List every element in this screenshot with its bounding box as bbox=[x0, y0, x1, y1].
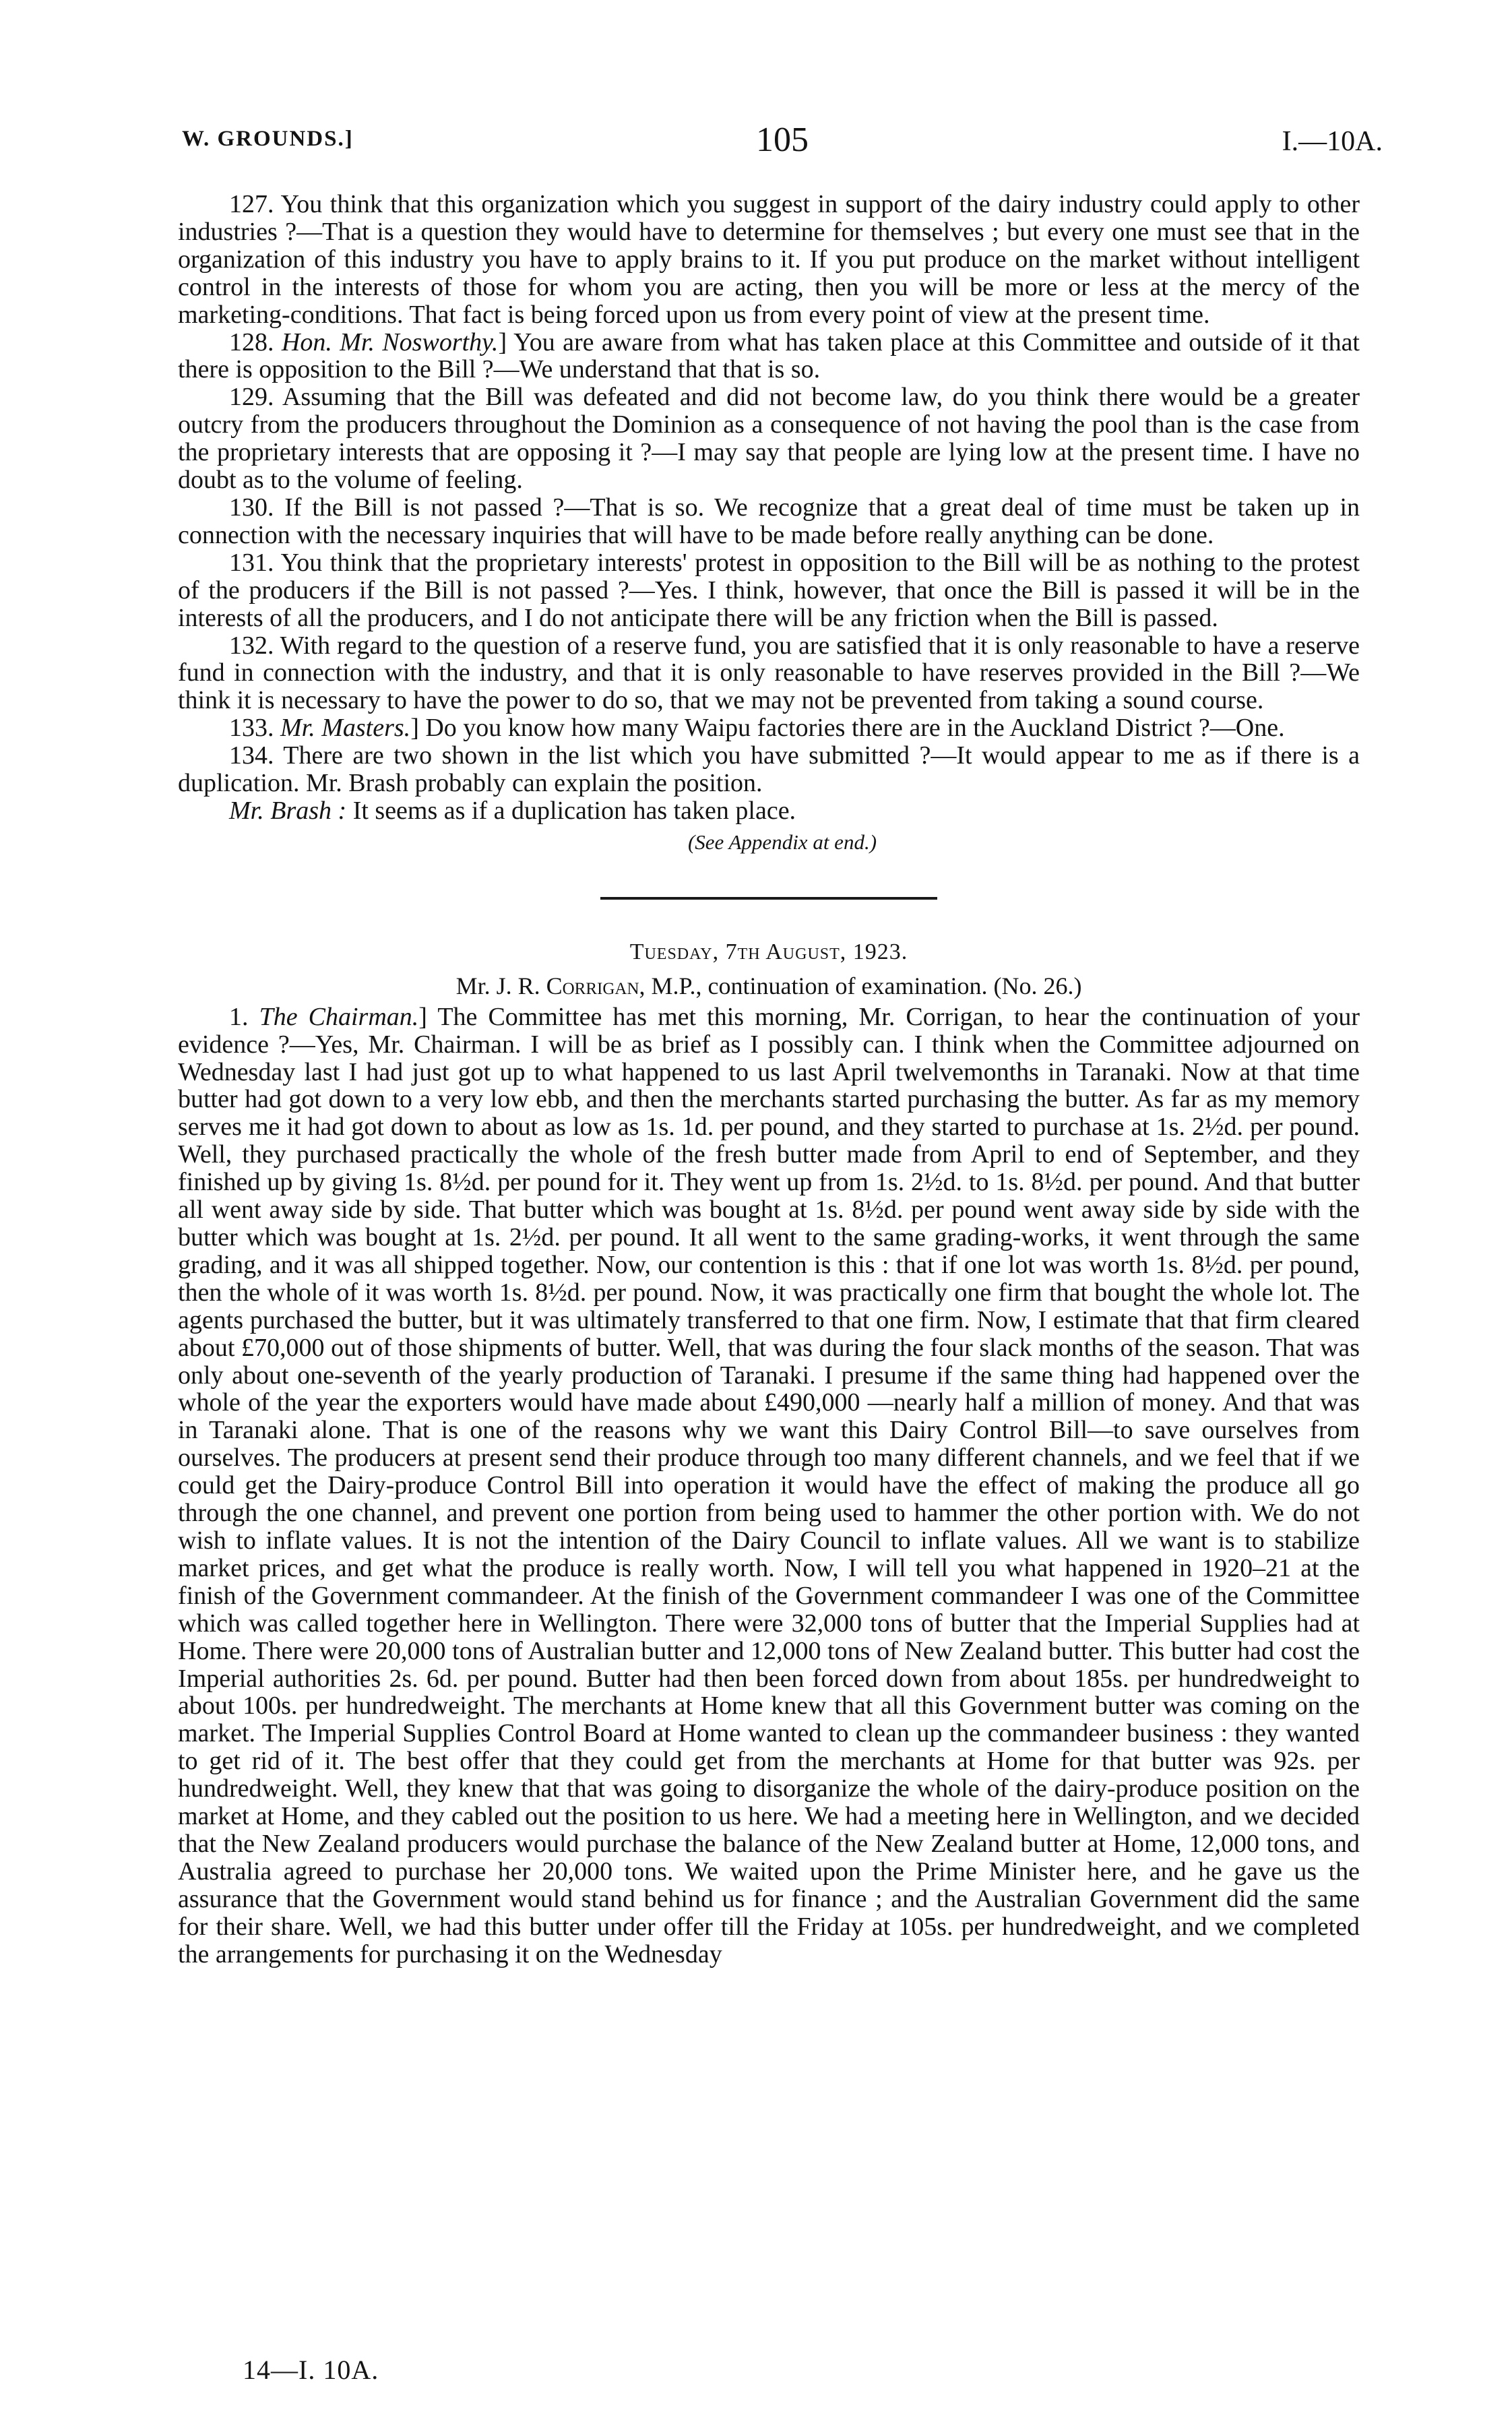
witness-prefix: Mr. J. R. bbox=[455, 972, 546, 999]
question-1-corrigan bbox=[178, 1003, 1360, 1968]
question-129: 129. Assuming that the Bill was defeated and did not become law, do you think there would be a greater outcry from the producers throughout the Dominion as a consequence of not having the pool than is the case from the proprietary interests that are opposing it ?—I may say that people are lying low at the present time. I have no doubt as to the volume of feeling. bbox=[178, 383, 1360, 495]
question-132: 132. With regard to the question of a reserve fund, you are satisfied that it is only reasonable to have a reserve fund in connection with the industry, and that it is only reasonable to have reserves provided in the Bill ?—We think it is necessary to have the power to do so, that we may not be prevented from taking a sound course. bbox=[178, 631, 1360, 715]
question-number: 128. bbox=[229, 328, 282, 356]
question-131: 131. You think that the proprietary interests' protest in opposition to the Bill will be as nothing to the protest of the producers if the Bill is not passed ?—Yes. I think, however, that once the Bill is passed it will be in the interests of all the producers, and I do not anticipate there will be any friction when the Bill is passed. bbox=[178, 548, 1360, 632]
question-text: ] Do you know how many Waipu factories there are in the Auckland District ?—One. bbox=[410, 714, 1285, 743]
running-header bbox=[182, 120, 1383, 167]
question-text: ] You are aware from what has taken place at this Committee and outside of it that there is opposition to the Bill ?—We understand that that is so. bbox=[178, 328, 1360, 384]
question-text: ] The Committee has met this morning, Mr. Corrigan, to hear the continuation of your evidence ?—Yes, Mr. Chairman. I will be as brief as I possibly can. I think when the Committee adjourned on Wednesday last I had just got up to what happened to us last April twelvemonths in Taranaki. Now at that time butter had got down to a very low ebb, and then the merchants started purchasing the butter. As far as my memory serves me it had got down to about as low as 1s. 1d. per pound, and they started to purchase at 1s. 2½d. per pound. Well, they purchased practically the whole of the fresh butter made from April to end of September, and they finished up by giving 1s. 8½d. per pound for it. They went up from 1s. 2½d. to 1s. 8½d. per pound. And that butter all went away side by side. That butter which was bought at 1s. 8½d. per pound went away side by side with the butter which was bought at 1s. 2½d. per pound. It all went to the same grading-works, it went through the same grading, and it was all shipped together. Now, our contention is this : that if one lot was worth 1s. 8½d. per pound, then the whole of it was worth 1s. 8½d. per pound. Now, it was practically one firm that bought the whole lot. The agents purchased the butter, but it was ultimately transferred to that one firm. Now, I estimate that that firm cleared about £70,000 out of those shipments of butter. Well, that was during the four slack months of the season. That was only about one-seventh of the yearly production of Taranaki. I presume if the same thing had happened over the whole of the year the exporters would have made about £490,000 —nearly half a million of money. And that was in Taranaki alone. That is one of the reasons why we want this Dairy Control Bill—to save ourselves from ourselves. The producers at present send their produce through too many different channels, and we feel that if we could get the Dairy-produce Control Bill into operation it would have the effect of making the produce all go through the one channel, and prevent one portion from being used to hammer the other portion with. We do not wish to inflate values. It is not the intention of the Dairy Council to inflate values. All we want is to stabilize market prices, and get what the produce is really worth. Now, I will tell you what happened in 1920–21 at the finish of the Government commandeer. At the finish of the Government commandeer I was one of the Committee which was called together here in Wellington. There were 32,000 tons of butter that the Imperial Supplies had at Home. There were 20,000 tons of Australian butter and 12,000 tons of New Zealand butter. This butter had cost the Imperial authorities 2s. 6d. per pound. Butter had then been forced down from about 185s. per hundredweight to about 100s. per hundredweight. The merchants at Home knew that all this Government butter was coming on the market. The Imperial Supplies Control Board at Home wanted to clean up the commandeer business : they wanted to get rid of it. The best offer that they could get from the merchants at Home for that butter was 92s. per hundredweight. Well, they knew that that was going to disorganize the whole of the dairy-produce position on the market at Home, and they cabled out the position to us here. We had a meeting here in Wellington, and we decided that the New Zealand producers would purchase the balance of the New Zealand butter at Home, 12,000 tons, and Australia agreed to purchase her 20,000 tons. We waited upon the Prime Minister here, and he gave us the assurance that the Government would stand behind us for finance ; and the Australian Government did the same for their share. Well, we had this butter under offer till the Friday at 105s. per hundredweight, and we completed the arrangements for purchasing it on the Wednesday bbox=[178, 1002, 1360, 1968]
printer-signature: 14—I. 10A. bbox=[243, 2355, 379, 2385]
question-128 bbox=[178, 329, 1360, 384]
speaker-name: Hon. Mr. Nosworthy. bbox=[281, 328, 499, 356]
question-number: 1. bbox=[229, 1002, 259, 1031]
question-133 bbox=[178, 714, 1360, 742]
body-text bbox=[178, 191, 1360, 1968]
question-134: 134. There are two shown in the list which you have submitted ?—It would appear to me as if there is a duplication. Mr. Brash probably can explain the position. bbox=[178, 741, 1360, 798]
speaker-name: Mr. Masters. bbox=[280, 714, 411, 743]
speaker-name: Mr. Brash : bbox=[229, 796, 347, 825]
witness-suffix: , M.P., continuation of examination. (No. 26.) bbox=[639, 972, 1082, 999]
sitting-date: Tuesday, 7th August, 1923. bbox=[629, 939, 908, 964]
page-number: 105 bbox=[756, 121, 809, 159]
section-divider bbox=[600, 897, 937, 900]
question-130: 130. If the Bill is not passed ?—That is so. We recognize that a great deal of time must be taken up in connection with the necessary inquiries that will have to be made before really anything can be done. bbox=[178, 493, 1360, 549]
question-number: 133. bbox=[229, 714, 280, 743]
witness-heading bbox=[178, 971, 1360, 1001]
header-witness-name: W. GROUNDS.] bbox=[182, 127, 354, 151]
witness-name: Corrigan bbox=[546, 972, 639, 999]
header-paper-reference: I.—10A. bbox=[1282, 126, 1383, 157]
brash-remark bbox=[178, 797, 1360, 825]
question-127: 127. You think that this organization which you suggest in support of the dairy industry could apply to other industries ?—That is a question they would have to determine for themselves ; but every one must see that in the organization of this industry you have to apply brains to it. If you put produce on the market without intelligent control in the interests of those for whom you are acting, then you will be more or less at the mercy of the marketing-conditions. That fact is being forced upon us from every point of view at the present time. bbox=[178, 190, 1360, 329]
speaker-name: The Chairman. bbox=[259, 1002, 419, 1031]
remark-text: It seems as if a duplication has taken place. bbox=[346, 796, 796, 825]
appendix-note: (See Appendix at end.) bbox=[687, 830, 877, 854]
